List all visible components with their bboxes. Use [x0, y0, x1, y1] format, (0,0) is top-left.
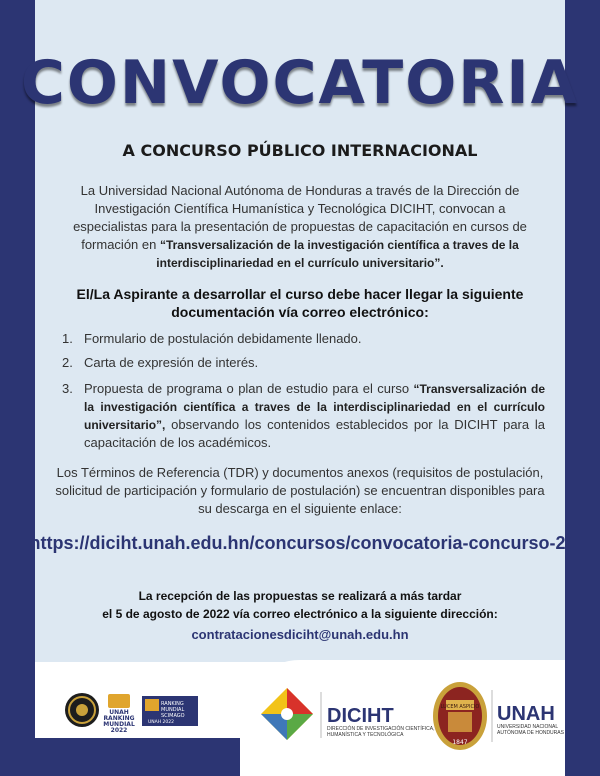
unah-logo — [430, 680, 565, 752]
svg-text:DIRECCIÓN DE INVESTIGACIÓN CIE: DIRECCIÓN DE INVESTIGACIÓN CIENTÍFICA, — [327, 726, 435, 732]
ranking-mundial-badge-icon — [103, 694, 135, 734]
diciht-logo — [257, 684, 435, 744]
page-title: CONVOCATORIA — [20, 48, 580, 118]
download-link[interactable]: https://diciht.unah.edu.hn/concursos/convocatoria-concurso-2/ — [29, 533, 571, 553]
list-text: Carta de expresión de interés. — [84, 355, 259, 370]
svg-text:UNAH 2022: UNAH 2022 — [148, 720, 175, 725]
list-text: Formulario de postulación debidamente llenado. — [84, 331, 362, 346]
list-item — [55, 330, 545, 348]
svg-text:HUMANÍSTICA Y TECNOLÓGICA: HUMANÍSTICA Y TECNOLÓGICA — [327, 732, 404, 738]
list-number: 2. — [62, 355, 73, 370]
svg-text:UNAH: UNAH — [109, 709, 129, 716]
list-number: 3. — [62, 381, 73, 396]
list-number: 1. — [62, 331, 73, 346]
svg-text:RANKING: RANKING — [103, 715, 135, 722]
svg-text:AUTÓNOMA DE HONDURAS: AUTÓNOMA DE HONDURAS — [497, 730, 564, 736]
unah-seal-badge-icon — [65, 693, 99, 727]
unah-name: UNAH — [497, 703, 555, 725]
svg-text:2022: 2022 — [110, 727, 128, 734]
intro-text: La Universidad Nacional Autónoma de Honduras a través de la Dirección de Investigación Científica Humanística y Tecnológica DICIHT, convocan a especialistas para la presentación de propuestas de capacitación en cursos de formación en — [73, 183, 527, 252]
course-title-2: “Transversalización de la investigación científica a traves de la interdisciplinariedad en el currículo universitario”, — [84, 382, 546, 432]
diciht-name: DICIHT — [327, 705, 394, 727]
intro-paragraph — [60, 182, 540, 272]
list-item — [55, 354, 545, 372]
course-title: “Transversalización de la investigación científica a traves de la interdisciplinariedad en el currículo universitario”. — [156, 238, 519, 270]
ranking-badges — [64, 692, 204, 732]
svg-text:UNIVERSIDAD NACIONAL: UNIVERSIDAD NACIONAL — [497, 724, 559, 730]
svg-text:1847: 1847 — [452, 739, 468, 746]
svg-text:MUNDIAL: MUNDIAL — [103, 721, 135, 728]
diciht-diamond-icon — [261, 688, 313, 740]
svg-text:SCIMAGO: SCIMAGO — [161, 713, 185, 719]
svg-text:MUNDIAL: MUNDIAL — [161, 707, 185, 713]
unah-seal-icon — [433, 682, 487, 750]
svg-text:RANKING: RANKING — [161, 701, 184, 707]
reception-notice — [55, 587, 545, 623]
subtitle: A CONCURSO PÚBLICO INTERNACIONAL — [122, 141, 478, 160]
list-text: Propuesta de programa o plan de estudio para el curso “Transversalización de la investigación científica a traves de la interdisciplinariedad en el currículo universitario”, observando los contenidos establecidos por la DICIHT para la capacitación de los académicos. — [84, 381, 546, 450]
tdr-paragraph: Los Términos de Referencia (TDR) y documentos anexos (requisitos de postulación, solicitud de participación y formulario de postulación) se encuentran disponibles para su descarga en el siguiente enlace: — [55, 465, 545, 516]
contact-email[interactable]: contratacionesdiciht@unah.edu.hn — [191, 627, 409, 642]
scimago-badge-icon — [142, 696, 198, 726]
reception-line-2: el 5 de agosto de 2022 vía correo electrónico a la siguiente dirección: — [102, 607, 498, 621]
requirements-heading: El/La Aspirante a desarrollar el curso debe hacer llegar la siguiente documentación vía correo electrónico: — [76, 286, 524, 320]
reception-line-1: La recepción de las propuestas se realizará a más tardar — [138, 589, 462, 603]
list-item — [55, 380, 545, 452]
svg-text:LUCEM ASPICIO: LUCEM ASPICIO — [440, 704, 480, 710]
